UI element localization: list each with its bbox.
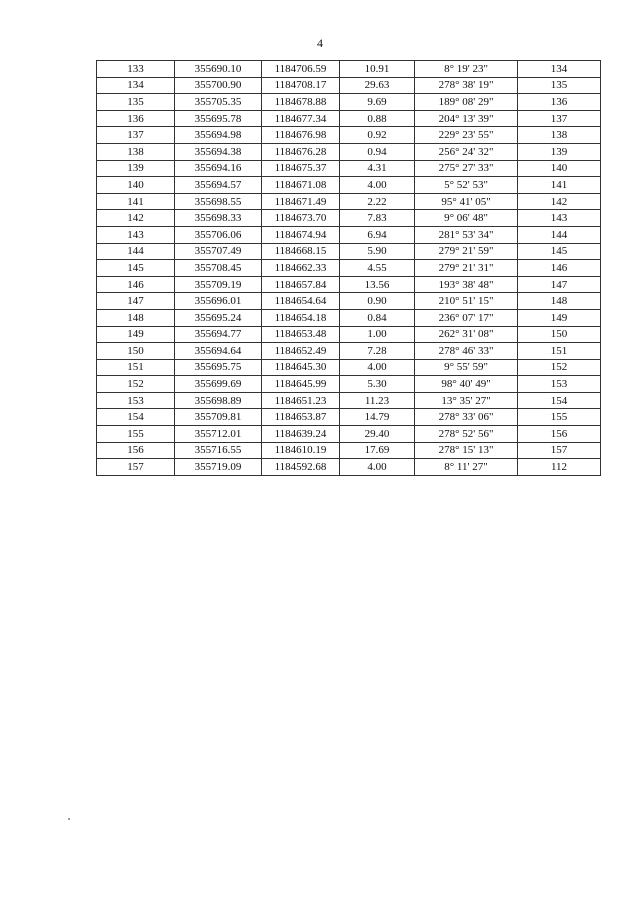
bearing-cell: 278° 33' 06" [415, 409, 518, 426]
x-coordinate-cell: 355709.81 [175, 409, 262, 426]
distance-cell: 4.00 [340, 459, 415, 476]
table-row [97, 376, 601, 393]
y-coordinate-cell: 1184654.18 [262, 309, 340, 326]
x-coordinate-cell: 355694.38 [175, 143, 262, 160]
table-row [97, 426, 601, 443]
y-coordinate-cell: 1184706.59 [262, 61, 340, 78]
point-number-cell: 153 [97, 392, 175, 409]
y-coordinate-cell: 1184671.08 [262, 177, 340, 194]
point-number-cell: 139 [97, 160, 175, 177]
point-number-cell: 133 [97, 61, 175, 78]
y-coordinate-cell: 1184652.49 [262, 343, 340, 360]
distance-cell: 13.56 [340, 276, 415, 293]
next-point-number-cell: 148 [518, 293, 601, 310]
distance-cell: 2.22 [340, 193, 415, 210]
table-row [97, 276, 601, 293]
point-number-cell: 136 [97, 110, 175, 127]
x-coordinate-cell: 355694.77 [175, 326, 262, 343]
next-point-number-cell: 135 [518, 77, 601, 94]
next-point-number-cell: 149 [518, 309, 601, 326]
next-point-number-cell: 136 [518, 94, 601, 111]
bearing-cell: 189° 08' 29" [415, 94, 518, 111]
x-coordinate-cell: 355699.69 [175, 376, 262, 393]
x-coordinate-cell: 355706.06 [175, 226, 262, 243]
point-number-cell: 148 [97, 309, 175, 326]
bearing-cell: 13° 35' 27" [415, 392, 518, 409]
table-row [97, 61, 601, 78]
distance-cell: 1.00 [340, 326, 415, 343]
point-number-cell: 140 [97, 177, 175, 194]
distance-cell: 7.28 [340, 343, 415, 360]
x-coordinate-cell: 355705.35 [175, 94, 262, 111]
table-row [97, 210, 601, 227]
x-coordinate-cell: 355694.64 [175, 343, 262, 360]
point-number-cell: 154 [97, 409, 175, 426]
bearing-cell: 9° 06' 48" [415, 210, 518, 227]
table-row [97, 94, 601, 111]
point-number-cell: 143 [97, 226, 175, 243]
table-row [97, 293, 601, 310]
distance-cell: 9.69 [340, 94, 415, 111]
point-number-cell: 142 [97, 210, 175, 227]
next-point-number-cell: 138 [518, 127, 601, 144]
next-point-number-cell: 141 [518, 177, 601, 194]
y-coordinate-cell: 1184645.30 [262, 359, 340, 376]
x-coordinate-cell: 355698.55 [175, 193, 262, 210]
next-point-number-cell: 154 [518, 392, 601, 409]
bearing-cell: 9° 55' 59" [415, 359, 518, 376]
point-number-cell: 141 [97, 193, 175, 210]
x-coordinate-cell: 355694.57 [175, 177, 262, 194]
y-coordinate-cell: 1184662.33 [262, 260, 340, 277]
next-point-number-cell: 156 [518, 426, 601, 443]
next-point-number-cell: 139 [518, 143, 601, 160]
x-coordinate-cell: 355694.16 [175, 160, 262, 177]
point-number-cell: 144 [97, 243, 175, 260]
distance-cell: 0.84 [340, 309, 415, 326]
table-row [97, 409, 601, 426]
point-number-cell: 152 [97, 376, 175, 393]
next-point-number-cell: 151 [518, 343, 601, 360]
y-coordinate-cell: 1184668.15 [262, 243, 340, 260]
next-point-number-cell: 140 [518, 160, 601, 177]
y-coordinate-cell: 1184645.99 [262, 376, 340, 393]
next-point-number-cell: 143 [518, 210, 601, 227]
bearing-cell: 278° 38' 19" [415, 77, 518, 94]
next-point-number-cell: 153 [518, 376, 601, 393]
x-coordinate-cell: 355707.49 [175, 243, 262, 260]
point-number-cell: 146 [97, 276, 175, 293]
coordinates-table [96, 60, 601, 476]
bearing-cell: 229° 23' 55" [415, 127, 518, 144]
bearing-cell: 275° 27' 33" [415, 160, 518, 177]
x-coordinate-cell: 355696.01 [175, 293, 262, 310]
x-coordinate-cell: 355700.90 [175, 77, 262, 94]
bearing-cell: 5° 52' 53" [415, 177, 518, 194]
bearing-cell: 278° 52' 56" [415, 426, 518, 443]
x-coordinate-cell: 355695.24 [175, 309, 262, 326]
next-point-number-cell: 142 [518, 193, 601, 210]
table-row [97, 309, 601, 326]
y-coordinate-cell: 1184654.64 [262, 293, 340, 310]
distance-cell: 5.90 [340, 243, 415, 260]
next-point-number-cell: 112 [518, 459, 601, 476]
y-coordinate-cell: 1184677.34 [262, 110, 340, 127]
y-coordinate-cell: 1184671.49 [262, 193, 340, 210]
distance-cell: 14.79 [340, 409, 415, 426]
bearing-cell: 8° 19' 23" [415, 61, 518, 78]
x-coordinate-cell: 355698.33 [175, 210, 262, 227]
table-row [97, 392, 601, 409]
distance-cell: 4.00 [340, 177, 415, 194]
point-number-cell: 134 [97, 77, 175, 94]
bearing-cell: 278° 46' 33" [415, 343, 518, 360]
distance-cell: 17.69 [340, 442, 415, 459]
x-coordinate-cell: 355695.75 [175, 359, 262, 376]
y-coordinate-cell: 1184675.37 [262, 160, 340, 177]
table-row [97, 177, 601, 194]
y-coordinate-cell: 1184651.23 [262, 392, 340, 409]
distance-cell: 4.55 [340, 260, 415, 277]
distance-cell: 10.91 [340, 61, 415, 78]
table-row [97, 459, 601, 476]
table-row [97, 127, 601, 144]
point-number-cell: 155 [97, 426, 175, 443]
table-row [97, 143, 601, 160]
next-point-number-cell: 157 [518, 442, 601, 459]
next-point-number-cell: 150 [518, 326, 601, 343]
y-coordinate-cell: 1184592.68 [262, 459, 340, 476]
bearing-cell: 204° 13' 39" [415, 110, 518, 127]
distance-cell: 0.88 [340, 110, 415, 127]
point-number-cell: 145 [97, 260, 175, 277]
distance-cell: 4.00 [340, 359, 415, 376]
x-coordinate-cell: 355719.09 [175, 459, 262, 476]
page-number: 4 [317, 36, 323, 50]
y-coordinate-cell: 1184639.24 [262, 426, 340, 443]
next-point-number-cell: 134 [518, 61, 601, 78]
y-coordinate-cell: 1184676.28 [262, 143, 340, 160]
y-coordinate-cell: 1184676.98 [262, 127, 340, 144]
point-number-cell: 147 [97, 293, 175, 310]
next-point-number-cell: 146 [518, 260, 601, 277]
table-row [97, 326, 601, 343]
distance-cell: 11.23 [340, 392, 415, 409]
x-coordinate-cell: 355716.55 [175, 442, 262, 459]
table-row [97, 193, 601, 210]
point-number-cell: 151 [97, 359, 175, 376]
distance-cell: 5.30 [340, 376, 415, 393]
next-point-number-cell: 144 [518, 226, 601, 243]
bearing-cell: 256° 24' 32" [415, 143, 518, 160]
table-row [97, 442, 601, 459]
y-coordinate-cell: 1184708.17 [262, 77, 340, 94]
distance-cell: 0.92 [340, 127, 415, 144]
point-number-cell: 138 [97, 143, 175, 160]
y-coordinate-cell: 1184610.19 [262, 442, 340, 459]
point-number-cell: 135 [97, 94, 175, 111]
bearing-cell: 98° 40' 49" [415, 376, 518, 393]
point-number-cell: 156 [97, 442, 175, 459]
table-row [97, 110, 601, 127]
y-coordinate-cell: 1184653.87 [262, 409, 340, 426]
table-row [97, 359, 601, 376]
x-coordinate-cell: 355695.78 [175, 110, 262, 127]
y-coordinate-cell: 1184653.48 [262, 326, 340, 343]
distance-cell: 4.31 [340, 160, 415, 177]
distance-cell: 0.90 [340, 293, 415, 310]
point-number-cell: 157 [97, 459, 175, 476]
next-point-number-cell: 137 [518, 110, 601, 127]
bearing-cell: 95° 41' 05" [415, 193, 518, 210]
y-coordinate-cell: 1184673.70 [262, 210, 340, 227]
point-number-cell: 137 [97, 127, 175, 144]
table-row [97, 343, 601, 360]
point-number-cell: 150 [97, 343, 175, 360]
bearing-cell: 281° 53' 34" [415, 226, 518, 243]
distance-cell: 6.94 [340, 226, 415, 243]
x-coordinate-cell: 355698.89 [175, 392, 262, 409]
x-coordinate-cell: 355690.10 [175, 61, 262, 78]
bearing-cell: 262° 31' 08" [415, 326, 518, 343]
x-coordinate-cell: 355709.19 [175, 276, 262, 293]
table-row [97, 243, 601, 260]
next-point-number-cell: 145 [518, 243, 601, 260]
point-number-cell: 149 [97, 326, 175, 343]
x-coordinate-cell: 355708.45 [175, 260, 262, 277]
table-row [97, 260, 601, 277]
bearing-cell: 278° 15' 13" [415, 442, 518, 459]
next-point-number-cell: 147 [518, 276, 601, 293]
coordinates-table-body [97, 61, 601, 476]
bearing-cell: 279° 21' 59" [415, 243, 518, 260]
table-row [97, 160, 601, 177]
distance-cell: 29.63 [340, 77, 415, 94]
y-coordinate-cell: 1184657.84 [262, 276, 340, 293]
distance-cell: 0.94 [340, 143, 415, 160]
distance-cell: 29.40 [340, 426, 415, 443]
next-point-number-cell: 152 [518, 359, 601, 376]
bearing-cell: 8° 11' 27" [415, 459, 518, 476]
table-row [97, 77, 601, 94]
bearing-cell: 236° 07' 17" [415, 309, 518, 326]
table-row [97, 226, 601, 243]
distance-cell: 7.83 [340, 210, 415, 227]
next-point-number-cell: 155 [518, 409, 601, 426]
bearing-cell: 210° 51' 15" [415, 293, 518, 310]
y-coordinate-cell: 1184674.94 [262, 226, 340, 243]
y-coordinate-cell: 1184678.88 [262, 94, 340, 111]
bearing-cell: 193° 38' 48" [415, 276, 518, 293]
x-coordinate-cell: 355712.01 [175, 426, 262, 443]
bearing-cell: 279° 21' 31" [415, 260, 518, 277]
scan-speck [68, 818, 70, 820]
x-coordinate-cell: 355694.98 [175, 127, 262, 144]
